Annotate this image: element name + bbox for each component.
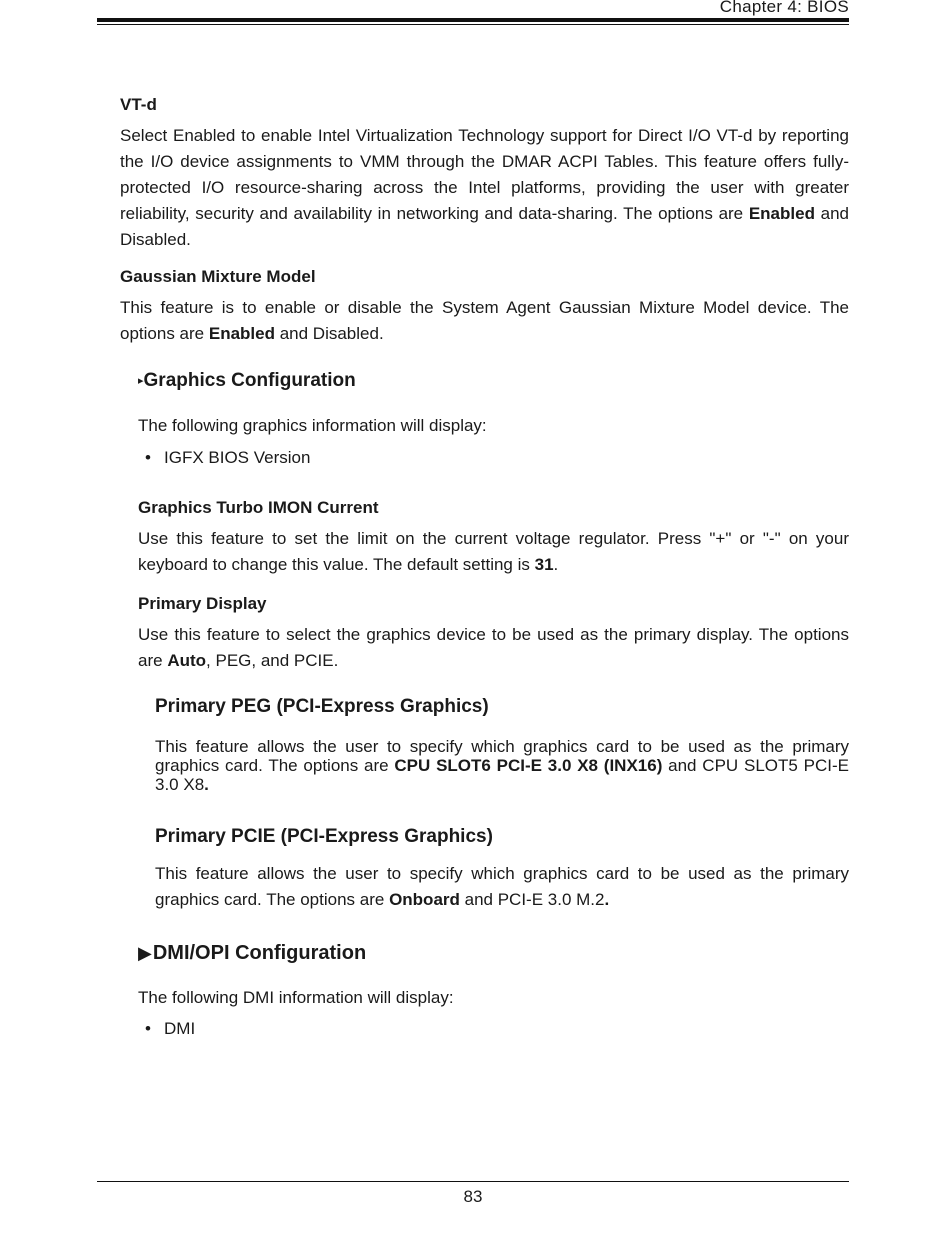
gmm-heading: Gaussian Mixture Model	[120, 267, 316, 286]
gmm-description	[120, 295, 849, 347]
header-rule	[97, 18, 849, 22]
footer-rule	[97, 1181, 849, 1182]
vtd-default-option: Enabled	[748, 204, 815, 223]
primary-display-heading: Primary Display	[138, 594, 267, 613]
primary-peg-text: This feature allows the user to specify which graphics card to be used as the primary graphics card. The options are	[155, 737, 849, 775]
imon-default-value: 31	[534, 555, 554, 574]
submenu-arrow-icon: ▶	[138, 943, 152, 963]
header-rule-thin	[97, 24, 849, 25]
vtd-description	[120, 123, 849, 253]
primary-peg-heading: Primary PEG (PCI-Express Graphics)	[155, 696, 489, 717]
dmi-config-heading	[138, 941, 849, 965]
graphics-config-intro: The following graphics information will display:	[138, 416, 487, 435]
primary-display-default-option: Auto	[167, 651, 207, 670]
gmm-default-option: Enabled	[208, 324, 275, 343]
primary-pcie-period: .	[604, 890, 610, 909]
vtd-text: Select Enabled to enable Intel Virtualization Technology support for Direct I/O VT-d by reporting the I/O device assignments to VMM through the DMAR ACPI Tables. This feature offers fully-protected I/O resource-sharing across the Intel platforms, providing the user with greater reliability, security and availability in networking and data-sharing. The options are	[120, 126, 849, 223]
primary-pcie-text: This feature allows the user to specify which graphics card to be used as the primary graphics card. The options are	[155, 864, 849, 909]
bullet-icon: •	[145, 448, 151, 467]
gmm-text: This feature is to enable or disable the System Agent Gaussian Mixture Model device. The options are	[120, 298, 849, 343]
list-item-label: DMI	[164, 1019, 196, 1038]
primary-pcie-other-options: and PCI-E 3.0 M.2	[459, 890, 605, 909]
page-number: 83	[463, 1187, 483, 1206]
primary-display-text: Use this feature to select the graphics device to be used as the primary display. The options are	[138, 625, 849, 670]
graphics-config-title: Graphics Configuration	[143, 370, 356, 391]
imon-description	[138, 526, 849, 578]
imon-text: Use this feature to set the limit on the current voltage regulator. Press "+" or "-" on your keyboard to change this value. The default setting is	[138, 529, 849, 574]
list-item-label: IGFX BIOS Version	[164, 448, 311, 467]
imon-period: .	[553, 555, 559, 574]
primary-peg-description	[155, 737, 849, 794]
vtd-other-options: and Disabled.	[120, 204, 849, 249]
submenu-arrow-icon: ▸	[138, 375, 144, 387]
primary-display-description	[138, 622, 849, 674]
bullet-icon: •	[145, 1019, 151, 1038]
imon-heading: Graphics Turbo IMON Current	[138, 498, 379, 517]
vtd-heading: VT-d	[120, 95, 157, 114]
primary-peg-default-option: CPU SLOT6 PCI-E 3.0 X8 (INX16)	[394, 756, 663, 775]
gmm-other-options: and Disabled.	[274, 324, 384, 343]
graphics-config-heading	[138, 370, 849, 392]
dmi-config-title: DMI/OPI Configuration	[152, 942, 367, 964]
primary-peg-other-options: and CPU SLOT5 PCI-E 3.0 X8	[155, 756, 849, 794]
primary-display-other-options: , PEG, and PCIE.	[206, 651, 339, 670]
dmi-config-intro: The following DMI information will display:	[138, 988, 454, 1007]
primary-peg-period: .	[204, 775, 209, 794]
primary-pcie-heading: Primary PCIE (PCI-Express Graphics)	[155, 826, 493, 847]
primary-pcie-description	[155, 861, 849, 913]
primary-pcie-default-option: Onboard	[389, 890, 460, 909]
chapter-header: Chapter 4: BIOS	[719, 0, 849, 16]
